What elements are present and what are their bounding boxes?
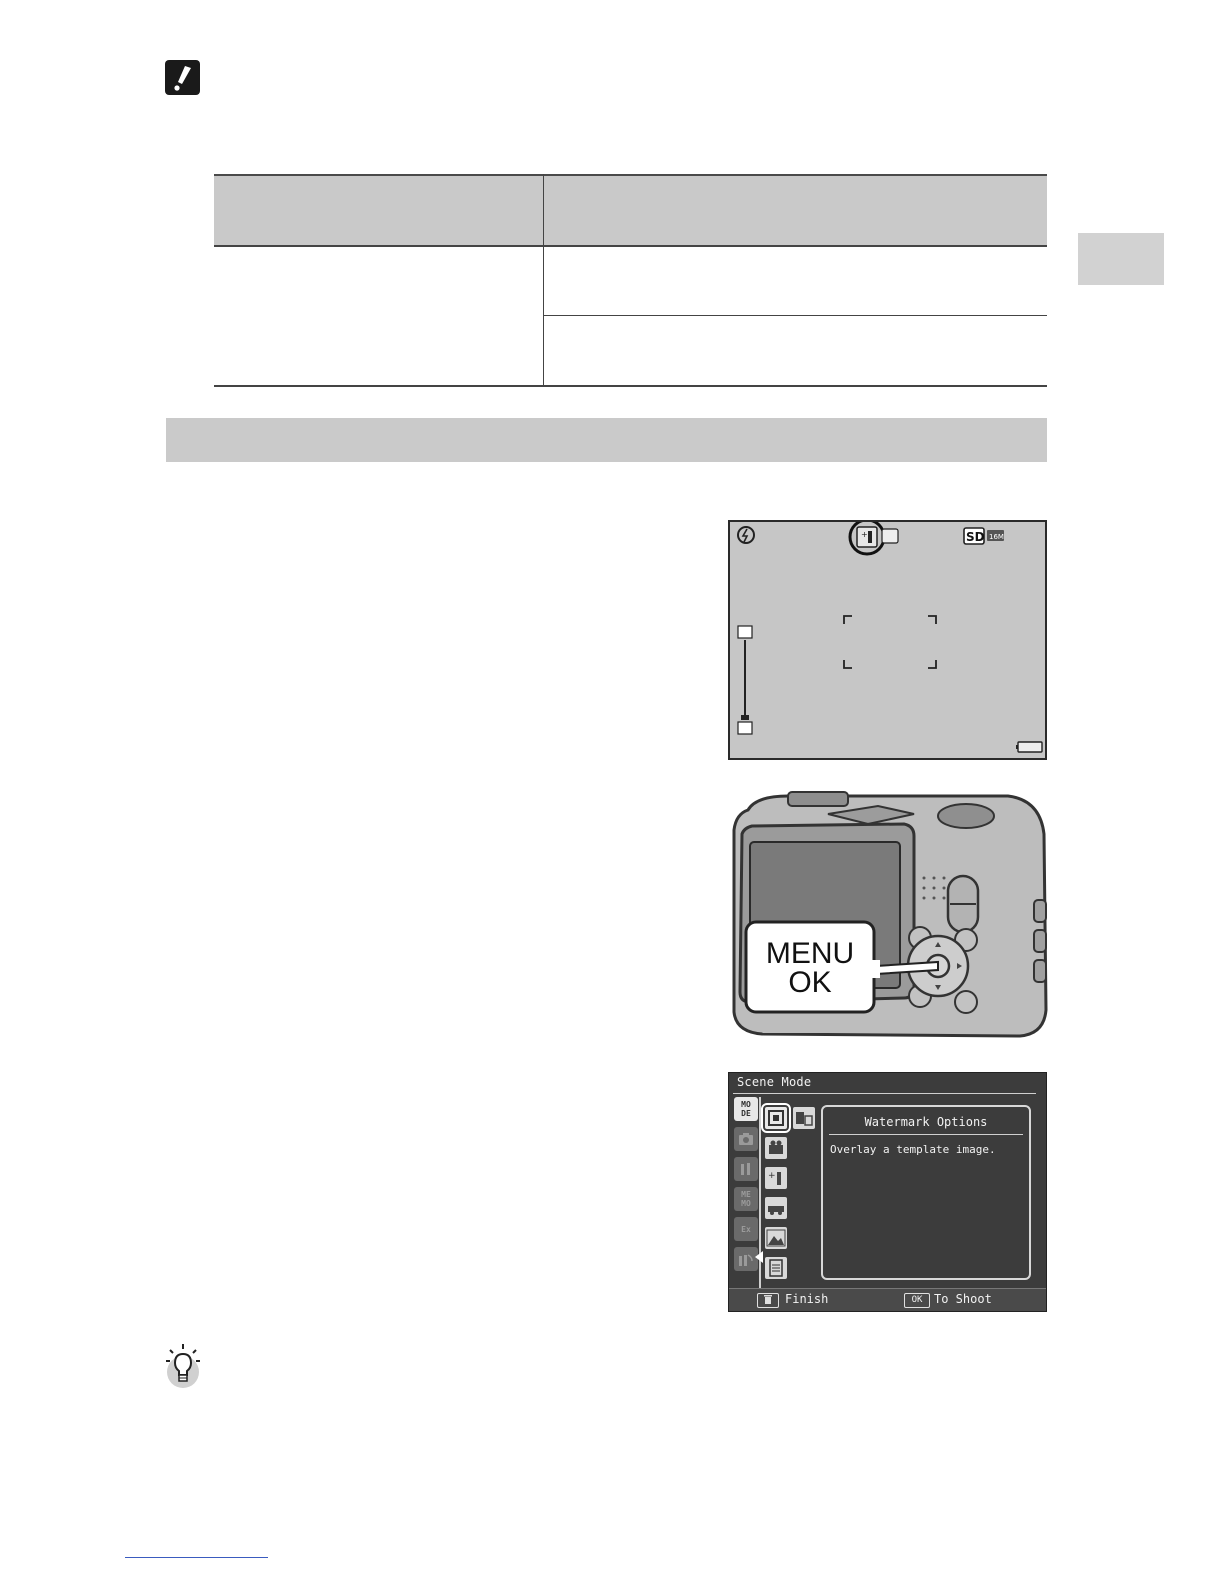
scene-info-rule bbox=[829, 1134, 1023, 1135]
scene-icon-2[interactable] bbox=[793, 1107, 815, 1129]
svg-text:SD: SD bbox=[966, 530, 985, 544]
vehicle-scene-icon[interactable] bbox=[765, 1197, 787, 1219]
svg-text:+: + bbox=[861, 530, 868, 539]
movie-scene-icon[interactable] bbox=[765, 1137, 787, 1159]
camera-tab-icon[interactable] bbox=[734, 1127, 758, 1151]
table-column-divider bbox=[543, 174, 544, 387]
table-row-divider bbox=[544, 315, 1047, 316]
finish-label: Finish bbox=[785, 1292, 829, 1306]
ok-key-icon: OK bbox=[904, 1293, 930, 1308]
image-size-icon bbox=[987, 530, 1004, 541]
skew-correct-scene-icon[interactable] bbox=[765, 1167, 787, 1189]
scene-info-title: Watermark Options bbox=[864, 1115, 988, 1129]
watermark-scene-icon[interactable] bbox=[765, 1107, 787, 1129]
scene-info-description: Overlay a template image. bbox=[830, 1143, 996, 1156]
sd-card-icon bbox=[964, 528, 985, 544]
af-frame bbox=[844, 616, 936, 668]
table-header-rule bbox=[214, 245, 1047, 247]
ex-tab[interactable]: Ex bbox=[734, 1217, 758, 1241]
scene-mode-menu-screen bbox=[728, 1072, 1047, 1312]
chapter-side-tab bbox=[1078, 233, 1164, 285]
menu-divider bbox=[759, 1097, 761, 1297]
camera-illustration bbox=[728, 790, 1048, 1040]
svg-text:MENU: MENU bbox=[765, 937, 855, 970]
lcd-shooting-screen bbox=[728, 520, 1047, 760]
mode-tab[interactable]: MO DE bbox=[734, 1097, 758, 1121]
selected-tab-pointer-icon bbox=[755, 1251, 763, 1263]
text-scene-icon[interactable] bbox=[765, 1257, 787, 1279]
footer-link-underline[interactable] bbox=[125, 1557, 268, 1558]
memo-tab[interactable]: ME MO bbox=[734, 1187, 758, 1211]
menu-title-rule bbox=[733, 1093, 1036, 1094]
zoom-bar bbox=[738, 626, 752, 734]
menu-title: Scene Mode bbox=[737, 1075, 812, 1089]
table-bottom-rule bbox=[214, 385, 1047, 387]
menu-side-tabs bbox=[731, 1097, 761, 1293]
svg-text:OK: OK bbox=[788, 966, 832, 999]
menu-footer bbox=[729, 1288, 1046, 1311]
svg-text:16M: 16M bbox=[989, 533, 1004, 541]
landscape-scene-icon[interactable] bbox=[765, 1227, 787, 1249]
to-shoot-label: To Shoot bbox=[934, 1292, 992, 1306]
scene-mode-indicator-icon bbox=[850, 522, 898, 554]
battery-icon bbox=[1016, 742, 1042, 752]
flash-icon bbox=[738, 527, 754, 543]
section-heading-band bbox=[166, 418, 1047, 462]
spec-table bbox=[214, 174, 1047, 387]
caution-icon bbox=[165, 60, 200, 95]
setup-tab-icon[interactable] bbox=[734, 1157, 758, 1181]
hint-lightbulb-icon bbox=[164, 1342, 202, 1390]
scene-info-box bbox=[821, 1105, 1031, 1280]
table-header bbox=[214, 174, 1047, 245]
trash-key-icon bbox=[757, 1293, 779, 1308]
svg-text:+: + bbox=[768, 1171, 776, 1181]
